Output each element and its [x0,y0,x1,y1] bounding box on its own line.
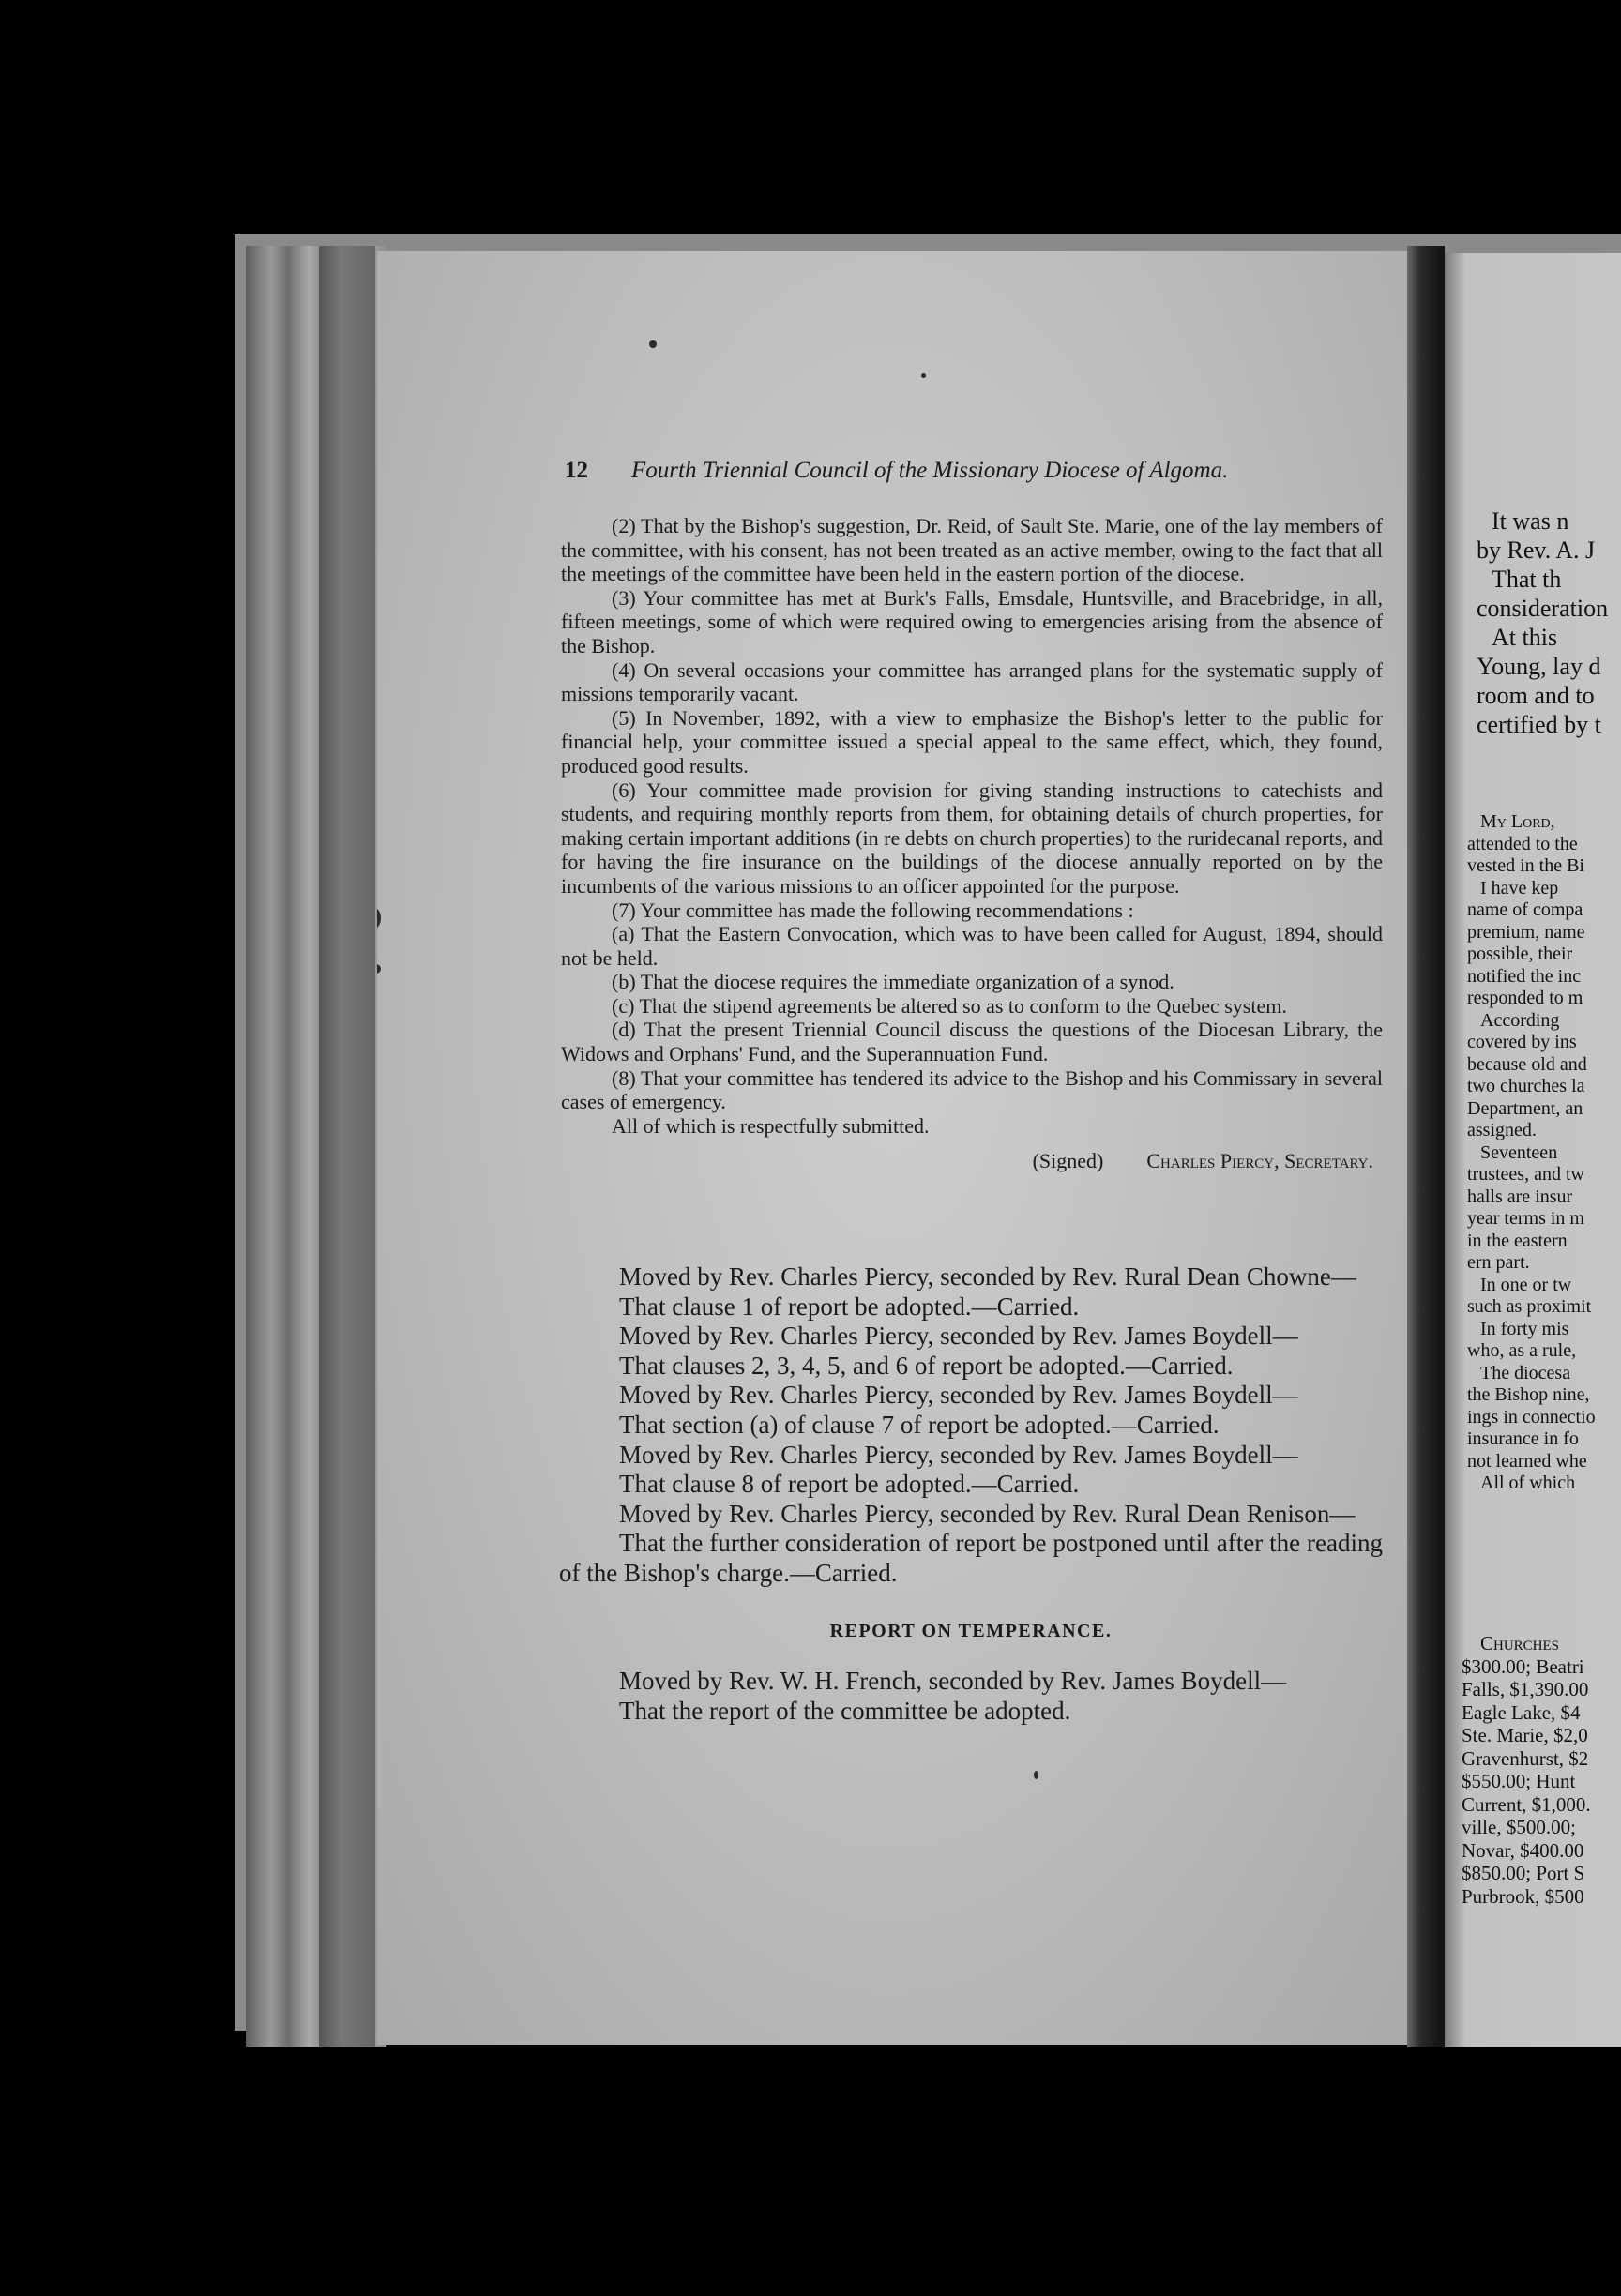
fragment-line: consideration [1477,595,1609,622]
motion-line: Moved by Rev. Charles Piercy, seconded by Rev. Rural Dean Renison— [619,1499,1356,1528]
motion-line: Moved by Rev. W. H. French, seconded by Rev. James Boydell— [619,1667,1287,1696]
paper-speck [921,373,926,378]
signatory-name: Charles Piercy, Secretary. [1146,1149,1373,1173]
report-paragraph: (3) Your committee has met at Burk's Falls, Emsdale, Huntsville, and Bracebridge, in all, fifteen meetings, some of which were required owing to emergencies arising from the absence of the Bishop. [561,585,1383,657]
motion-line: Moved by Rev. Charles Piercy, seconded by Rev. James Boydell— [619,1381,1298,1410]
paper-speck [377,964,381,974]
running-title: Fourth Triennial Council of the Missionary Diocese of Algoma. [631,458,1229,483]
motion-line: That clause 1 of report be adopted.—Carried. [619,1292,1080,1321]
fragment-line: covered by ins [1467,1032,1577,1052]
motion-line: Moved by Rev. Charles Piercy, seconded by Rev. Rural Dean Chowne— [619,1262,1356,1291]
report-paragraph: (6) Your committee made provision for giving standing instructions to catechists and students, and requiring monthly reports from them, for obtaining details of church properties, for making certain important additions (in re debts on church properties) to the ruridecanal reports, and for having the fire insurance on the buildings of the diocese annually reported on by the incumbents of the various missions to an officer appointed for the purpose. [561,778,1383,898]
right-page-letter [1445,811,1621,1495]
motion-line: That section (a) of clause 7 of report be adopted.—Carried. [619,1410,1220,1439]
fragment-line: $300.00; Beatri [1462,1654,1584,1678]
report-paragraph: (d) That the present Triennial Council discuss the questions of the Diocesan Library, the Widows and Orphans' Fund, and the Superannuation Fund. [561,1018,1383,1066]
report-paragraph: (2) That by the Bishop's suggestion, Dr. Reid, of Sault Ste. Marie, one of the lay members of the committee, with his consent, has not been treated as an active member, owing to the fact that all the meetings of the committee have been held in the eastern portion of the diocese. [561,514,1383,586]
report-paragraph: (8) That your committee has tendered its advice to the Bishop and his Commissary in several cases of emergency. [561,1065,1383,1114]
fragment-line: I have kep [1480,877,1559,899]
signature-line [561,1149,1383,1173]
fragment-line: year terms in m [1467,1208,1584,1229]
spine-bar [1407,246,1445,2047]
fragment-line: In forty mis [1480,1318,1569,1339]
fragment-line: Seventeen [1480,1141,1558,1163]
fragment-line: who, as a rule, [1467,1340,1577,1361]
fragment-line: attended to the [1467,833,1578,854]
fragment-line: vested in the Bi [1467,855,1584,876]
fragment-line: the Bishop nine, [1467,1384,1590,1405]
fragment-line: Gravenhurst, $2 [1462,1746,1589,1770]
fragment-line: Falls, $1,390.00 [1462,1678,1589,1700]
fragment-line: by Rev. A. J [1477,536,1596,564]
report-paragraph: (5) In November, 1892, with a view to emphasize the Bishop's letter to the public for financial help, your committee issued a special appeal to the same effect, which, they found, produced good results. [561,705,1383,778]
fragment-line: It was n [1492,507,1569,535]
fragment-line: At this [1492,624,1558,651]
fragment-line: Department, an [1467,1097,1583,1119]
fragment-line: Novar, $400.00 [1462,1838,1584,1862]
fragment-line: not learned whe [1467,1450,1587,1472]
left-page [377,251,1407,2045]
report-paragraph: (7) Your committee has made the following recommendations : [612,898,1134,922]
fragment-line: responded to m [1467,988,1583,1008]
gutter-shadow [319,246,375,2047]
report-paragraph: (a) That the Eastern Convocation, which was to have been called for August, 1894, should not be held. [561,922,1383,970]
fragment-line: My Lord, [1480,811,1555,832]
fragment-line: room and to [1477,682,1595,709]
fragment-line: insurance in fo [1467,1428,1579,1449]
fragment-line: two churches la [1467,1076,1585,1096]
fragment-line: Ste. Marie, $2,0 [1462,1724,1588,1746]
fragment-line: In one or tw [1480,1274,1572,1295]
fragment-line: According [1480,1009,1560,1031]
fragment-line: because old and [1467,1053,1587,1075]
signed-label: (Signed) [1032,1149,1104,1173]
report-paragraph: (4) On several occasions your committee has arranged plans for the systematic supply of missions temporarily vacant. [561,657,1383,706]
fragment-line: Young, lay d [1477,653,1601,680]
fragment-line: name of compa [1467,899,1583,920]
fragment-line: Purbrook, $500 [1462,1884,1584,1908]
fragment-line: ville, $500.00; [1462,1816,1576,1838]
motion-line: That clause 8 of report be adopted.—Carried. [619,1470,1080,1499]
fragment-line: That th [1492,566,1562,593]
fragment-line: $850.00; Port S [1462,1862,1585,1884]
motions-block [559,1262,1383,1726]
motion-line: That the further consideration of report be postponed until after the reading of the Bishop's charge.—Carried. [559,1529,1383,1587]
paper-speck [1034,1771,1038,1779]
fragment-line: certified by t [1477,711,1601,738]
paper-speck [649,340,657,348]
fragment-line: premium, name [1467,921,1585,943]
right-page-fragment [1445,253,1621,2047]
fragment-line: trustees, and tw [1467,1164,1584,1185]
fragment-line: ern part. [1467,1252,1530,1273]
fragment-line: assigned. [1467,1120,1537,1140]
page-number: 12 [565,458,588,483]
fragment-line: ings in connectio [1467,1406,1596,1427]
report-paragraph: (b) That the diocese requires the immediate organization of a synod. [612,970,1174,994]
section-heading: REPORT ON TEMPERANCE. [829,1620,1113,1641]
right-page-top-text [1445,506,1621,739]
fragment-line: Churches [1480,1632,1560,1654]
motion-line: That clauses 2, 3, 4, 5, and 6 of report be adopted.—Carried. [619,1351,1234,1380]
fragment-line: The diocesa [1480,1362,1571,1383]
fragment-line: possible, their [1467,944,1573,964]
fragment-line: Eagle Lake, $4 [1462,1700,1581,1724]
fragment-line: halls are insur [1467,1186,1573,1207]
report-paragraph: (c) That the stipend agreements be altered so as to conform to the Quebec system. [612,993,1287,1018]
fragment-line: All of which [1480,1473,1576,1493]
fragment-line: such as proximit [1467,1296,1592,1317]
committee-report [561,514,1383,1173]
fragment-line: $550.00; Hunt [1462,1770,1576,1792]
fragment-line: notified the inc [1467,965,1582,987]
motion-line: That the report of the committee be adopted. [619,1696,1071,1725]
report-paragraph: All of which is respectfully submitted. [612,1113,930,1138]
motion-line: Moved by Rev. Charles Piercy, seconded by Rev. James Boydell— [619,1440,1298,1469]
right-page-churches [1445,1632,1621,1908]
motion-line: Moved by Rev. Charles Piercy, seconded by Rev. James Boydell— [619,1322,1298,1351]
fragment-line: in the eastern [1467,1230,1568,1251]
paper-speck [377,908,381,929]
fragment-line: Current, $1,000. [1462,1792,1591,1816]
running-head [565,458,1390,495]
